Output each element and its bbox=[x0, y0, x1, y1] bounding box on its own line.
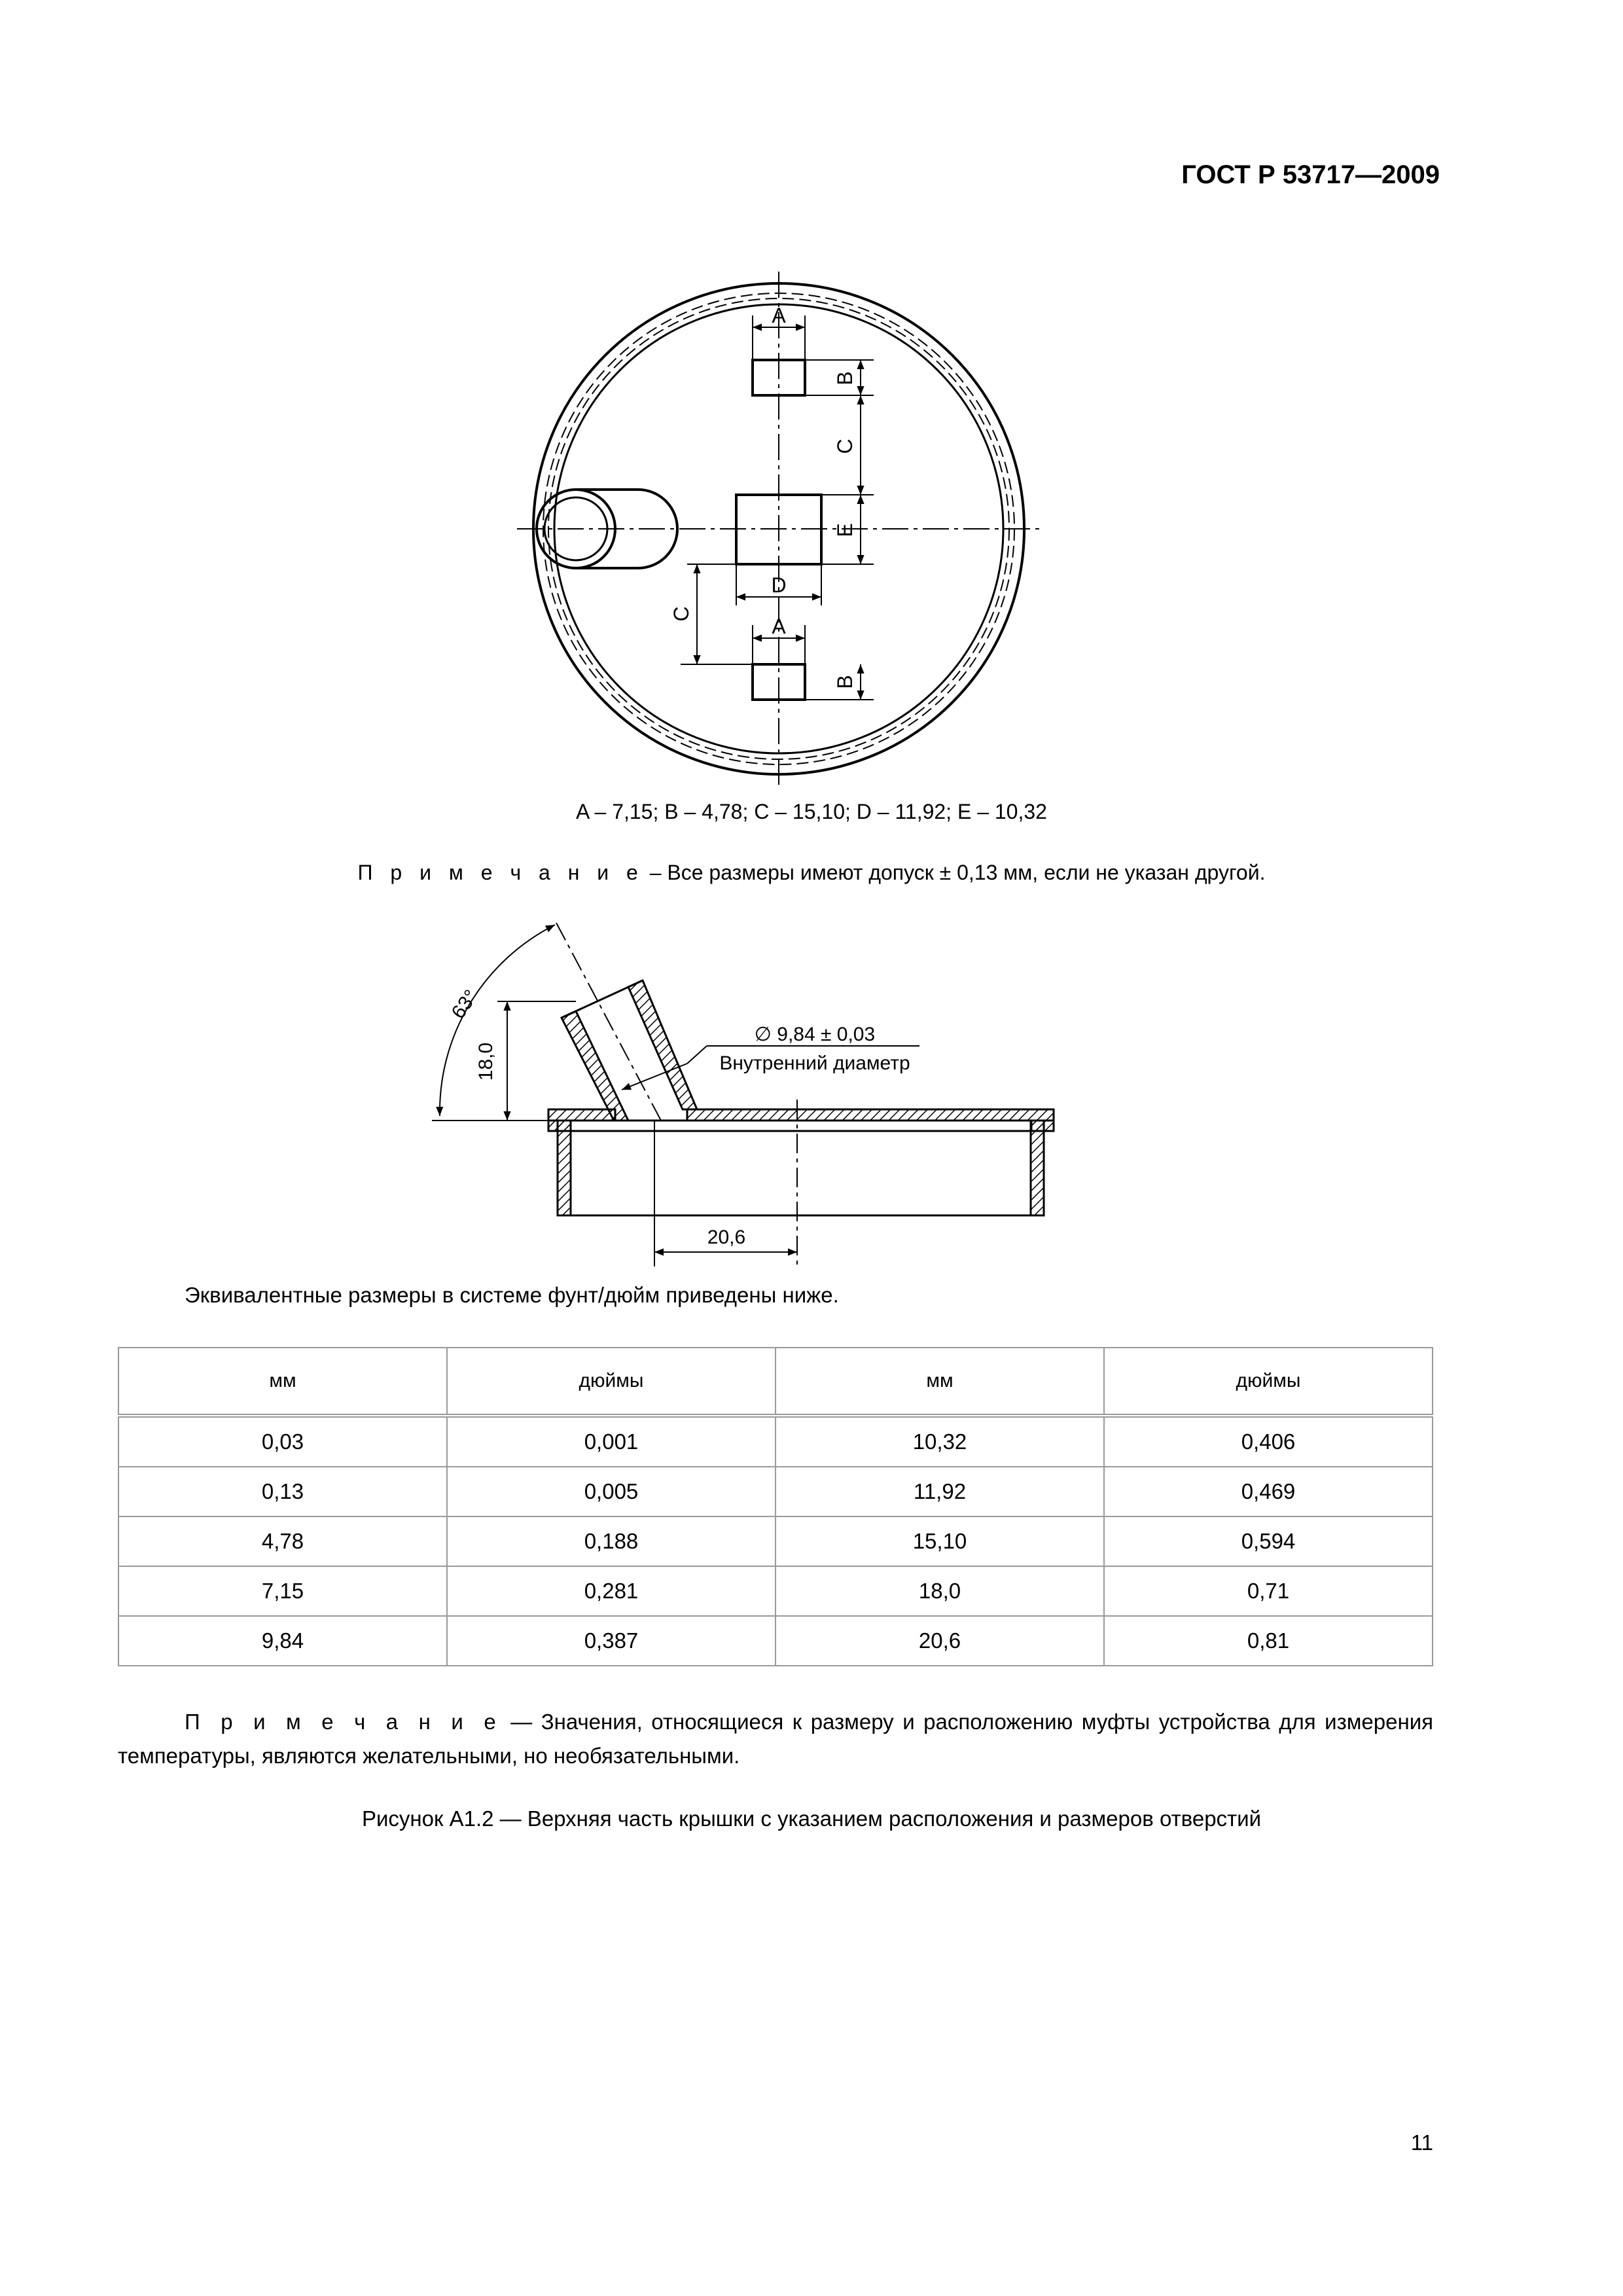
angle-label: 63° bbox=[447, 986, 482, 1023]
lid-side-view bbox=[548, 980, 1054, 1215]
table-cell: 0,594 bbox=[1104, 1516, 1433, 1566]
table-note bbox=[118, 1705, 1433, 1773]
table-header-row bbox=[118, 1348, 1433, 1416]
label-e: E bbox=[833, 523, 857, 537]
table-row bbox=[118, 1566, 1433, 1616]
table-cell: 0,13 bbox=[118, 1467, 447, 1516]
table-cell: 0,81 bbox=[1104, 1616, 1433, 1666]
table-cell: 10,32 bbox=[776, 1416, 1104, 1467]
label-b-top: B bbox=[833, 371, 857, 386]
table-cell: 18,0 bbox=[776, 1566, 1104, 1616]
table-cell: 0,387 bbox=[447, 1616, 776, 1666]
table-cell: 20,6 bbox=[776, 1616, 1104, 1666]
table-cell: 0,281 bbox=[447, 1566, 776, 1616]
table-cell: 0,005 bbox=[447, 1467, 776, 1516]
offset-label: 20,6 bbox=[707, 1227, 746, 1248]
table-cell: 0,469 bbox=[1104, 1467, 1433, 1516]
diameter-label: ∅ 9,84 ± 0,03 bbox=[754, 1024, 876, 1045]
header-mm-2: мм bbox=[776, 1348, 1104, 1416]
header-inch-1: дюймы bbox=[447, 1348, 776, 1416]
table-cell: 0,71 bbox=[1104, 1566, 1433, 1616]
table-cell: 11,92 bbox=[776, 1467, 1104, 1516]
label-a-top: A bbox=[772, 304, 786, 327]
height-label: 18,0 bbox=[475, 1042, 497, 1081]
table-row bbox=[118, 1616, 1433, 1666]
label-b-bottom: B bbox=[833, 675, 857, 689]
note-text: – Все размеры имеют допуск ± 0,13 мм, если не указан другой. bbox=[643, 861, 1266, 884]
table-row bbox=[118, 1467, 1433, 1516]
note-label: П р и м е ч а н и е bbox=[357, 861, 644, 884]
figure-dimensions-legend: A – 7,15; B – 4,78; C – 15,10; D – 11,92; E – 10,32 bbox=[576, 800, 1047, 823]
table-cell: 0,001 bbox=[447, 1416, 776, 1467]
table-cell: 9,84 bbox=[118, 1616, 447, 1666]
diameter-caption: Внутренний диаметр bbox=[719, 1052, 910, 1074]
table-cell: 4,78 bbox=[118, 1516, 447, 1566]
table-cell: 0,188 bbox=[447, 1516, 776, 1566]
note2-label: П р и м е ч а н и е bbox=[185, 1710, 502, 1734]
standard-code: ГОСТ Р 53717—2009 bbox=[1181, 160, 1440, 189]
note2-text: — Значения, относящиеся к размеру и расположению муфты устройства для измерения температуры, являются желательными, но необязательными. bbox=[118, 1710, 1433, 1768]
table-cell: 0,406 bbox=[1104, 1416, 1433, 1467]
figure-caption: Рисунок А1.2 — Верхняя часть крышки с указанием расположения и размеров отверстий bbox=[361, 1806, 1262, 1831]
table-cell: 15,10 bbox=[776, 1516, 1104, 1566]
label-a-bottom: A bbox=[772, 615, 786, 638]
lid-top-view bbox=[517, 272, 1041, 785]
label-c-top: C bbox=[833, 439, 857, 454]
header-inch-2: дюймы bbox=[1104, 1348, 1433, 1416]
table-cell: 7,15 bbox=[118, 1566, 447, 1616]
table-cell: 0,03 bbox=[118, 1416, 447, 1467]
page-number: 11 bbox=[1410, 2130, 1433, 2155]
figure-tolerance-note bbox=[0, 861, 1623, 885]
label-d: D bbox=[771, 573, 787, 597]
equivalents-table bbox=[118, 1347, 1433, 1666]
intro-text: Эквивалентные размеры в системе фунт/дюйм приведены ниже. bbox=[185, 1283, 839, 1307]
header-mm-1: мм bbox=[118, 1348, 447, 1416]
label-c-bottom: C bbox=[669, 606, 693, 622]
table-row bbox=[118, 1516, 1433, 1566]
table-row bbox=[118, 1416, 1433, 1467]
